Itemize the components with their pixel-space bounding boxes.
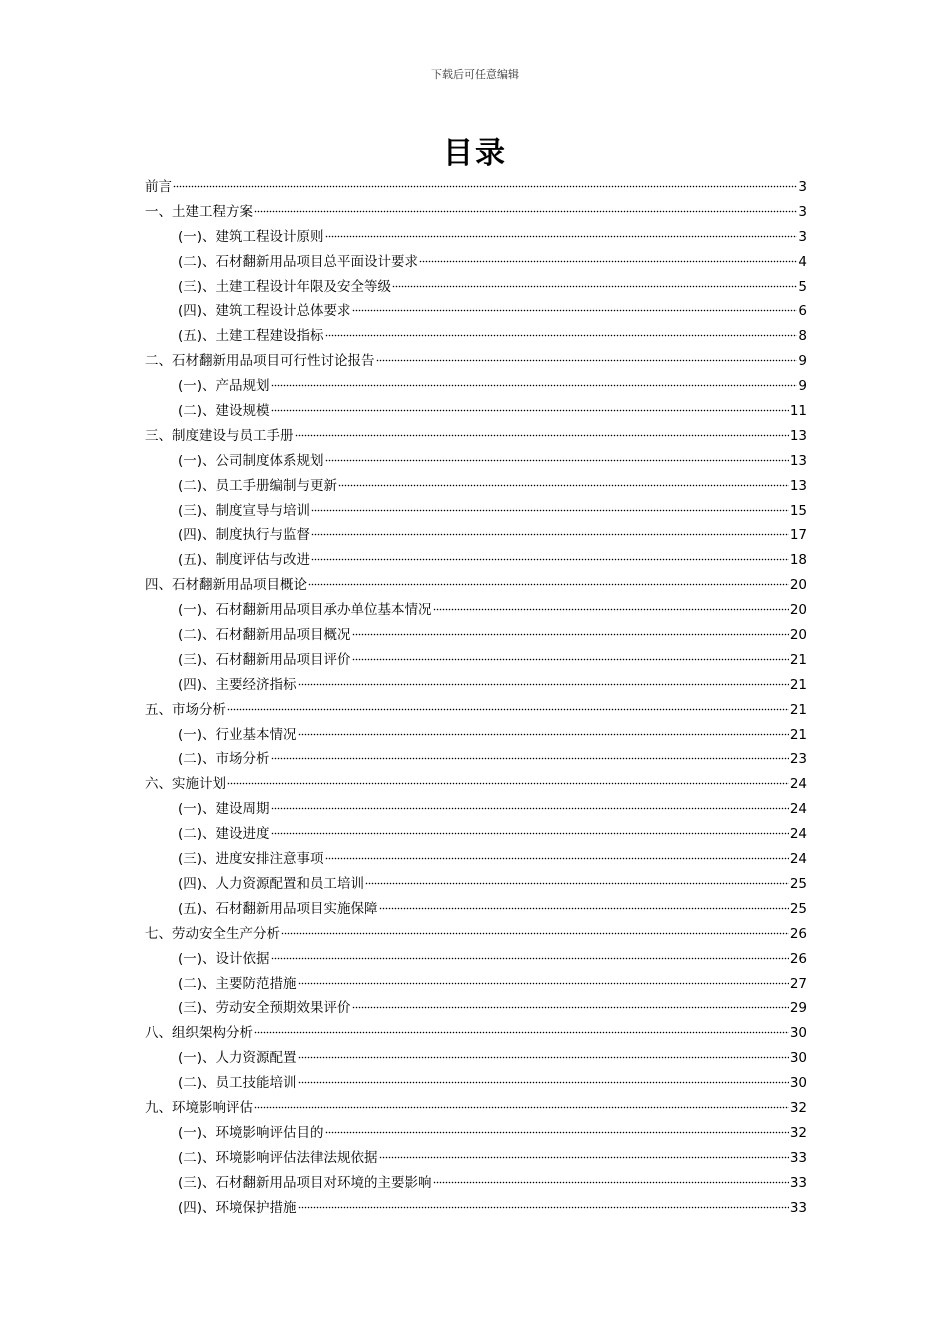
toc-leader-dots xyxy=(308,576,789,586)
toc-entry[interactable] xyxy=(145,623,807,648)
toc-entry-page-number: 30 xyxy=(789,1075,807,1092)
toc-entry-label: 五、市场分析 xyxy=(145,701,226,718)
toc-entry[interactable] xyxy=(145,772,807,797)
toc-entry-label: (一)、公司制度体系规划 xyxy=(178,452,324,469)
toc-entry-page-number: 20 xyxy=(789,627,807,644)
toc-entry-label: (一)、产品规划 xyxy=(178,378,270,395)
toc-leader-dots xyxy=(298,726,789,736)
toc-entry-label: (二)、环境影响评估法律法规依据 xyxy=(178,1149,378,1166)
toc-leader-dots xyxy=(325,228,798,238)
toc-entry-page-number: 13 xyxy=(789,477,807,494)
toc-entry-label: (一)、行业基本情况 xyxy=(178,726,297,743)
toc-entry-page-number: 13 xyxy=(789,427,807,444)
toc-leader-dots xyxy=(298,1074,789,1084)
toc-leader-dots xyxy=(298,1049,789,1059)
toc-entry-label: (二)、石材翻新用品项目概况 xyxy=(178,627,351,644)
toc-entry-page-number: 23 xyxy=(789,751,807,768)
toc-leader-dots xyxy=(352,651,789,661)
toc-leader-dots xyxy=(298,676,789,686)
toc-leader-dots xyxy=(271,402,789,412)
toc-entry[interactable] xyxy=(145,847,807,872)
toc-entry[interactable] xyxy=(145,922,807,947)
toc-entry-page-number: 20 xyxy=(789,602,807,619)
toc-entry-page-number: 11 xyxy=(789,403,807,420)
toc-entry-page-number: 17 xyxy=(789,527,807,544)
toc-leader-dots xyxy=(271,750,789,760)
toc-entry-label: (一)、设计依据 xyxy=(178,950,270,967)
toc-leader-dots xyxy=(338,477,789,487)
toc-entry-page-number: 24 xyxy=(789,851,807,868)
toc-entry-label: (四)、主要经济指标 xyxy=(178,676,297,693)
toc-entry[interactable] xyxy=(145,1171,807,1196)
toc-leader-dots xyxy=(325,327,798,337)
toc-entry[interactable] xyxy=(145,1021,807,1046)
toc-entry[interactable] xyxy=(145,399,807,424)
toc-entry-label: 七、劳动安全生产分析 xyxy=(145,925,280,942)
toc-leader-dots xyxy=(173,178,797,188)
toc-entry[interactable] xyxy=(145,947,807,972)
toc-leader-dots xyxy=(376,352,798,362)
toc-entry-label: (二)、建设进度 xyxy=(178,826,270,843)
toc-entry-page-number: 6 xyxy=(798,303,807,320)
toc-entry-page-number: 3 xyxy=(798,179,807,195)
toc-entry-label: (四)、环境保护措施 xyxy=(178,1199,297,1216)
toc-entry-page-number: 26 xyxy=(789,950,807,967)
toc-entry-label: (五)、制度评估与改进 xyxy=(178,552,311,569)
toc-entry-label: (一)、建设周期 xyxy=(178,801,270,818)
toc-entry-label: (三)、土建工程设计年限及安全等级 xyxy=(178,278,392,295)
page-title: 目录 xyxy=(443,136,507,171)
toc-leader-dots xyxy=(298,1199,789,1209)
toc-entry-label: 九、环境影响评估 xyxy=(145,1099,253,1116)
toc-entry-page-number: 8 xyxy=(798,328,807,345)
toc-leader-dots xyxy=(254,203,797,213)
toc-leader-dots xyxy=(311,551,789,561)
toc-entry[interactable] xyxy=(145,897,807,922)
toc-entry-label: (四)、制度执行与监督 xyxy=(178,527,311,544)
toc-entry-label: (二)、市场分析 xyxy=(178,751,270,768)
toc-entry-page-number: 3 xyxy=(798,228,807,245)
toc-entry[interactable] xyxy=(145,1196,807,1221)
toc-leader-dots xyxy=(433,1174,789,1184)
toc-entry-label: (三)、石材翻新用品项目评价 xyxy=(178,651,351,668)
toc-entry-label: (五)、土建工程建设指标 xyxy=(178,328,324,345)
toc-entry-label: 一、土建工程方案 xyxy=(145,203,253,220)
toc-entry-page-number: 5 xyxy=(798,278,807,295)
toc-entry-label: (二)、主要防范措施 xyxy=(178,975,297,992)
toc-entry-page-number: 33 xyxy=(789,1199,807,1216)
toc-entry-page-number: 27 xyxy=(789,975,807,992)
toc-entry[interactable] xyxy=(145,449,807,474)
toc-entry[interactable] xyxy=(145,1071,807,1096)
toc-leader-dots xyxy=(433,601,789,611)
toc-entry-page-number: 21 xyxy=(789,701,807,718)
table-of-contents xyxy=(145,175,807,1220)
toc-entry[interactable] xyxy=(145,1121,807,1146)
toc-entry-label: 三、制度建设与员工手册 xyxy=(145,427,294,444)
toc-entry-label: (三)、进度安排注意事项 xyxy=(178,851,324,868)
toc-entry-page-number: 21 xyxy=(789,676,807,693)
toc-entry[interactable] xyxy=(145,673,807,698)
toc-entry-label: (四)、人力资源配置和员工培训 xyxy=(178,875,365,892)
toc-leader-dots xyxy=(254,1024,789,1034)
toc-entry-page-number: 30 xyxy=(789,1050,807,1067)
toc-entry[interactable] xyxy=(145,324,807,349)
toc-entry-label: (二)、员工技能培训 xyxy=(178,1075,297,1092)
toc-entry[interactable] xyxy=(145,797,807,822)
toc-leader-dots xyxy=(365,875,789,885)
toc-entry-page-number: 29 xyxy=(789,1000,807,1017)
toc-entry-label: 六、实施计划 xyxy=(145,776,226,793)
toc-entry-page-number: 3 xyxy=(798,203,807,220)
toc-entry-page-number: 9 xyxy=(798,378,807,395)
toc-entry-page-number: 20 xyxy=(789,577,807,594)
toc-entry-page-number: 32 xyxy=(789,1099,807,1116)
toc-entry[interactable] xyxy=(145,1046,807,1071)
toc-entry[interactable] xyxy=(145,573,807,598)
toc-entry-page-number: 21 xyxy=(789,726,807,743)
toc-entry[interactable] xyxy=(145,200,807,225)
toc-entry-page-number: 33 xyxy=(789,1149,807,1166)
toc-leader-dots xyxy=(325,452,789,462)
toc-entry-page-number: 32 xyxy=(789,1124,807,1141)
toc-entry[interactable] xyxy=(145,349,807,374)
toc-entry-page-number: 25 xyxy=(789,900,807,917)
toc-entry[interactable] xyxy=(145,424,807,449)
toc-leader-dots xyxy=(392,278,797,288)
toc-entry-label: (三)、石材翻新用品项目对环境的主要影响 xyxy=(178,1174,432,1191)
toc-entry[interactable] xyxy=(145,698,807,723)
toc-leader-dots xyxy=(298,975,789,985)
toc-leader-dots xyxy=(254,1099,789,1109)
toc-entry-label: (五)、石材翻新用品项目实施保障 xyxy=(178,900,378,917)
toc-entry-page-number: 9 xyxy=(798,353,807,370)
toc-leader-dots xyxy=(271,825,789,835)
toc-entry[interactable] xyxy=(145,225,807,250)
toc-entry-label: 前言 xyxy=(145,179,172,195)
toc-entry-label: 八、组织架构分析 xyxy=(145,1025,253,1042)
toc-leader-dots xyxy=(271,800,789,810)
toc-entry-label: (三)、制度宣导与培训 xyxy=(178,502,311,519)
toc-entry-page-number: 24 xyxy=(789,801,807,818)
toc-entry[interactable] xyxy=(145,996,807,1021)
toc-entry[interactable] xyxy=(145,648,807,673)
toc-leader-dots xyxy=(352,626,789,636)
toc-leader-dots xyxy=(419,253,797,263)
toc-leader-dots xyxy=(352,999,789,1009)
toc-entry[interactable] xyxy=(145,1096,807,1121)
toc-entry[interactable] xyxy=(145,548,807,573)
toc-entry-label: (三)、劳动安全预期效果评价 xyxy=(178,1000,351,1017)
toc-leader-dots xyxy=(271,950,789,960)
toc-leader-dots xyxy=(325,1124,789,1134)
toc-entry-page-number: 21 xyxy=(789,651,807,668)
toc-entry-label: (四)、建筑工程设计总体要求 xyxy=(178,303,351,320)
toc-entry-label: (一)、环境影响评估目的 xyxy=(178,1124,324,1141)
toc-entry[interactable] xyxy=(145,374,807,399)
toc-entry[interactable] xyxy=(145,598,807,623)
toc-leader-dots xyxy=(227,701,789,711)
toc-entry[interactable] xyxy=(145,275,807,300)
toc-entry-page-number: 24 xyxy=(789,826,807,843)
toc-leader-dots xyxy=(311,502,789,512)
toc-leader-dots xyxy=(227,775,789,785)
toc-entry[interactable] xyxy=(145,523,807,548)
toc-leader-dots xyxy=(271,377,798,387)
toc-leader-dots xyxy=(325,850,789,860)
toc-leader-dots xyxy=(311,526,789,536)
page-header: 下载后可任意编辑 xyxy=(431,68,519,81)
toc-entry-label: 二、石材翻新用品项目可行性讨论报告 xyxy=(145,353,375,370)
toc-entry-page-number: 18 xyxy=(789,552,807,569)
toc-entry[interactable] xyxy=(145,872,807,897)
toc-entry[interactable] xyxy=(145,175,807,200)
toc-leader-dots xyxy=(379,1149,789,1159)
toc-entry[interactable] xyxy=(145,474,807,499)
toc-entry[interactable] xyxy=(145,822,807,847)
toc-entry-label: (二)、员工手册编制与更新 xyxy=(178,477,338,494)
toc-leader-dots xyxy=(352,302,798,312)
toc-entry[interactable] xyxy=(145,499,807,524)
toc-entry[interactable] xyxy=(145,250,807,275)
toc-entry-page-number: 15 xyxy=(789,502,807,519)
toc-entry-label: (一)、人力资源配置 xyxy=(178,1050,297,1067)
toc-leader-dots xyxy=(281,925,789,935)
toc-entry-page-number: 24 xyxy=(789,776,807,793)
toc-entry-page-number: 30 xyxy=(789,1025,807,1042)
toc-entry-page-number: 33 xyxy=(789,1174,807,1191)
toc-leader-dots xyxy=(379,900,789,910)
toc-entry-label: 四、石材翻新用品项目概论 xyxy=(145,577,307,594)
toc-entry-label: (二)、建设规模 xyxy=(178,403,270,420)
toc-entry-page-number: 26 xyxy=(789,925,807,942)
toc-entry-label: (二)、石材翻新用品项目总平面设计要求 xyxy=(178,253,419,270)
toc-entry-page-number: 25 xyxy=(789,875,807,892)
toc-entry-label: (一)、石材翻新用品项目承办单位基本情况 xyxy=(178,602,432,619)
toc-entry[interactable] xyxy=(145,747,807,772)
toc-entry-label: (一)、建筑工程设计原则 xyxy=(178,228,324,245)
toc-entry[interactable] xyxy=(145,1146,807,1171)
toc-entry[interactable] xyxy=(145,972,807,997)
toc-entry-page-number: 13 xyxy=(789,452,807,469)
toc-leader-dots xyxy=(295,427,789,437)
toc-entry[interactable] xyxy=(145,299,807,324)
toc-entry-page-number: 4 xyxy=(798,253,807,270)
toc-entry[interactable] xyxy=(145,723,807,748)
